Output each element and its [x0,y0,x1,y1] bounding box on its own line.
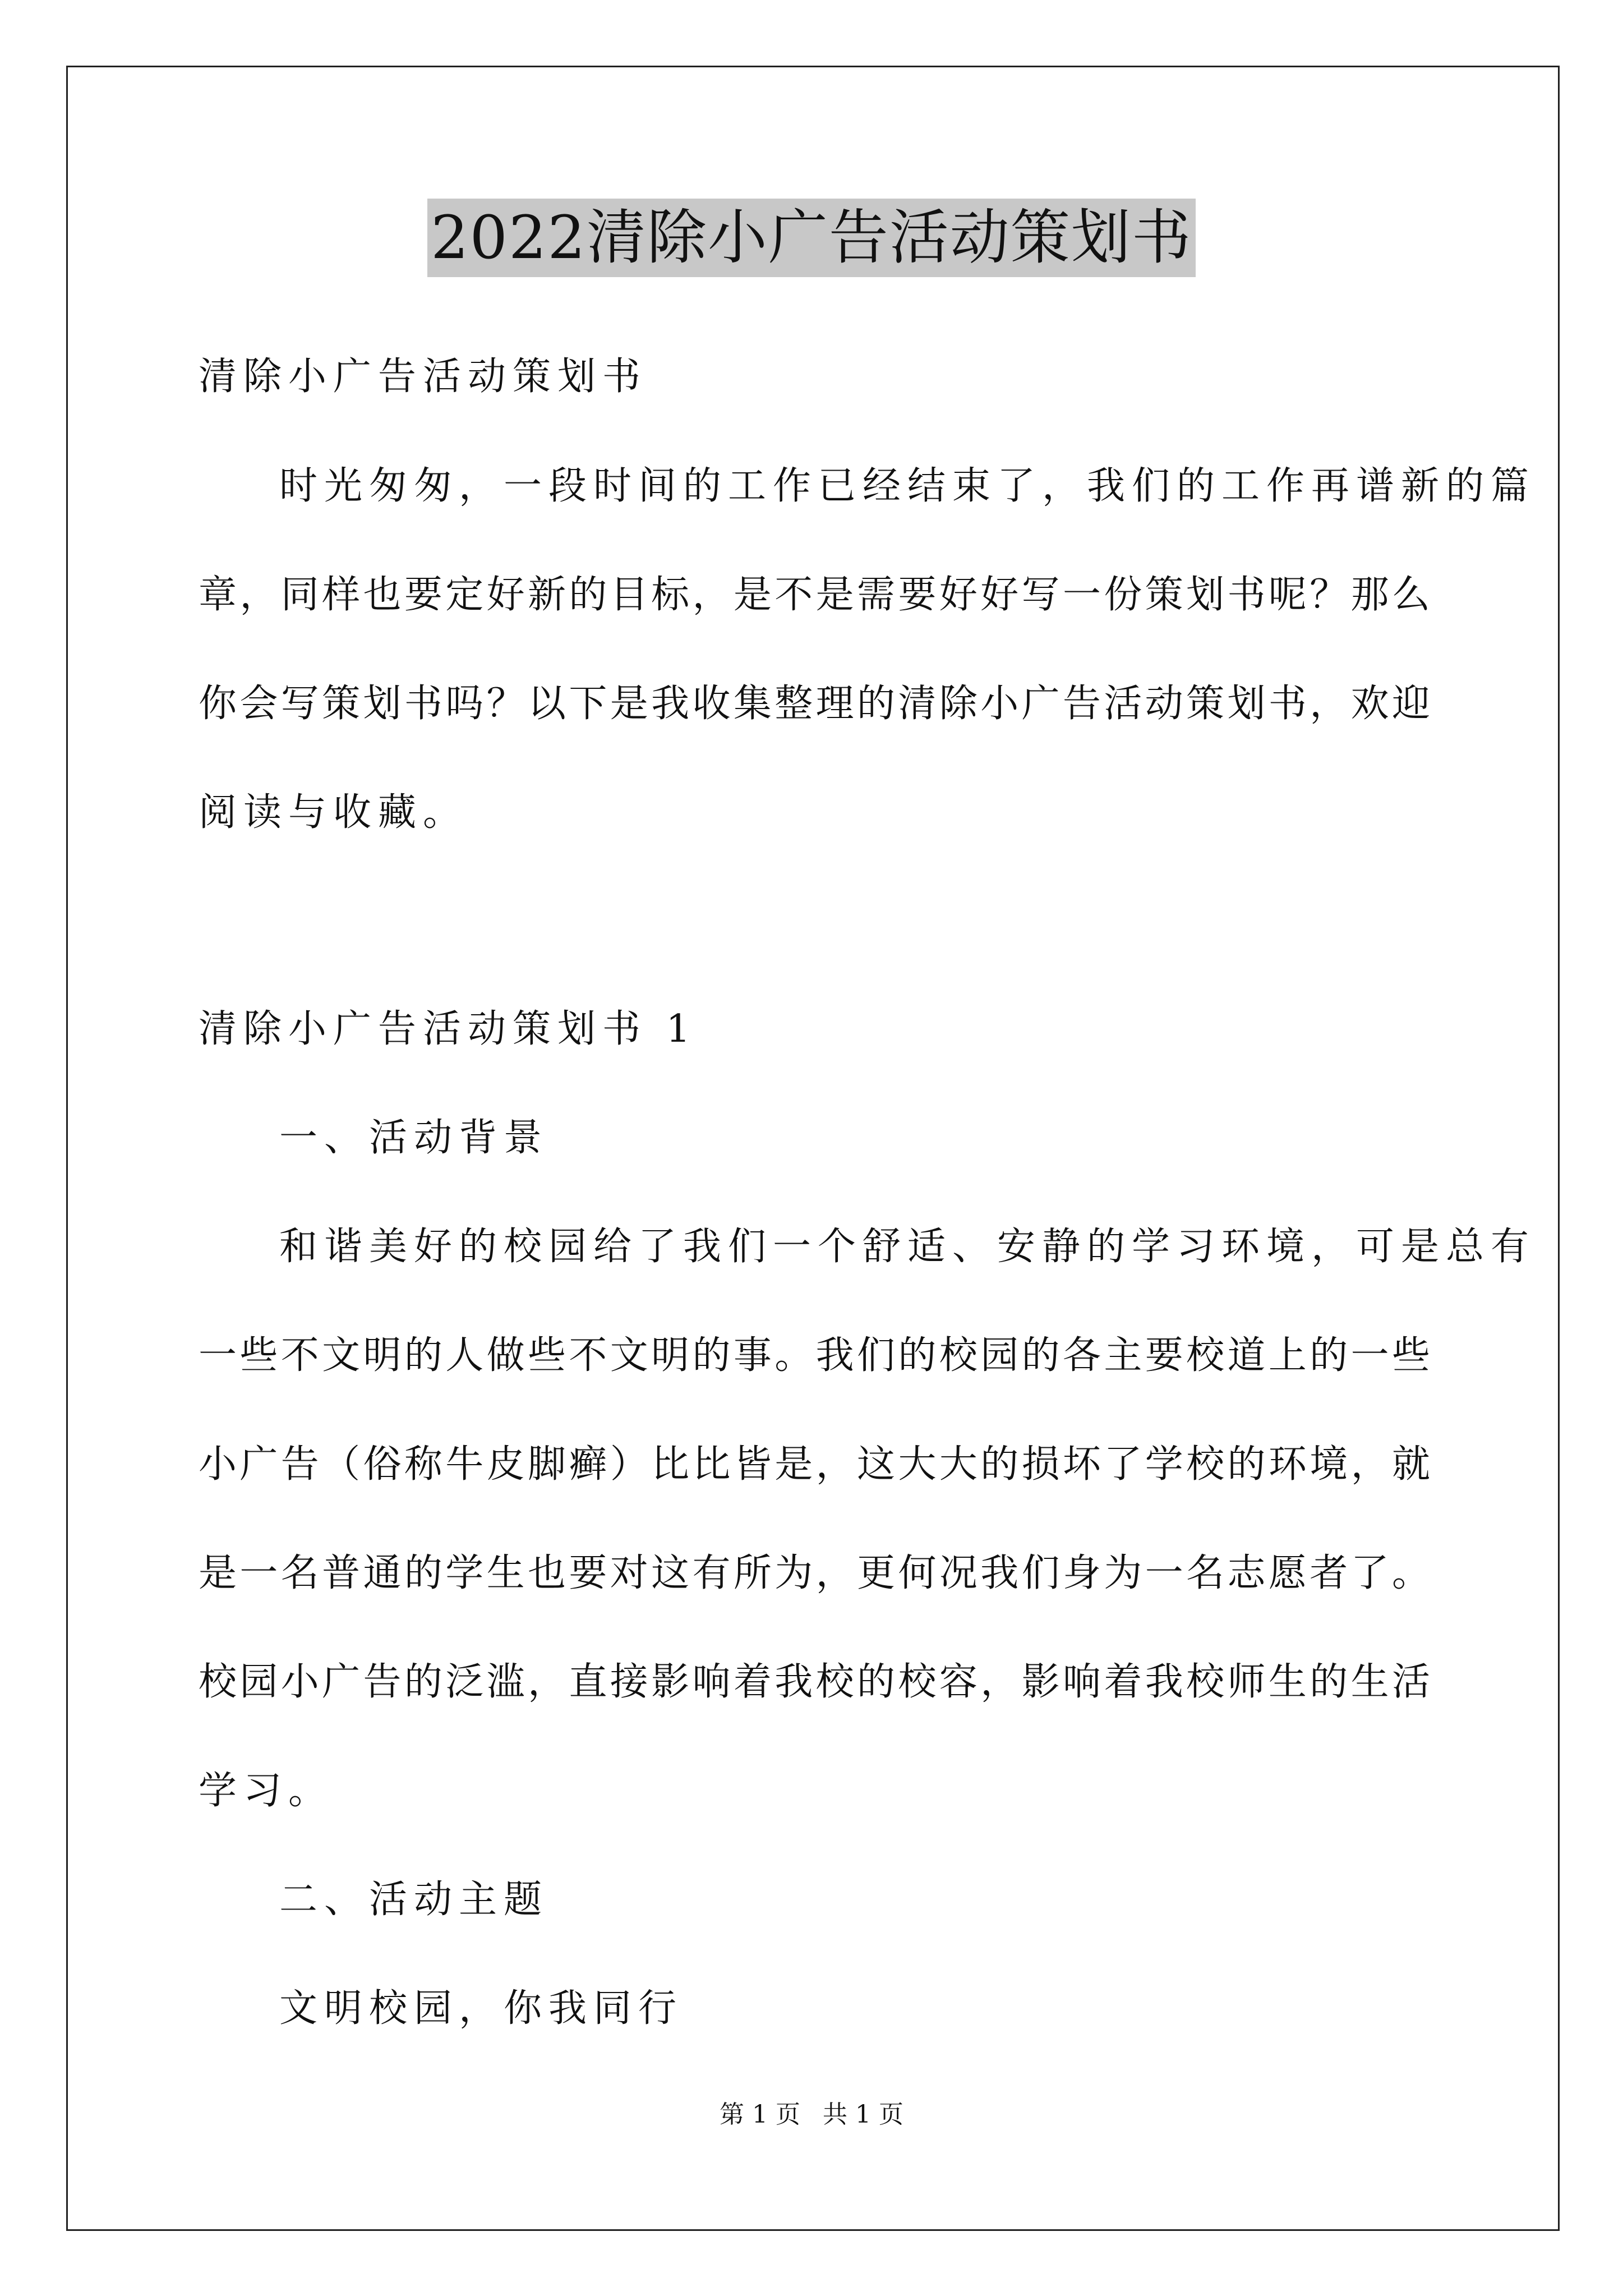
intro-line: 阅读与收藏。 [199,790,468,835]
background-line: 是一名普通的学生也要对这有所为，更何况我们身为一名志愿者了。 [199,1551,1430,1595]
document-subtitle: 清除小广告活动策划书 [199,355,648,399]
background-line: 校园小广告的泛滥，直接影响着我校的校容，影响着我校师生的生活 [199,1660,1430,1704]
heading-background: 一、活动背景 [279,1116,549,1160]
background-line: 和谐美好的校园给了我们一个舒适、安静的学习环境，可是总有 [279,1225,1536,1269]
background-line: 小广告（俗称牛皮脚癣）比比皆是，这大大的损坏了学校的环境，就 [199,1442,1430,1487]
background-line: 学习。 [199,1769,334,1813]
intro-line: 你会写策划书吗？以下是我收集整理的清除小广告活动策划书，欢迎 [199,682,1430,726]
page-footer [0,2098,1623,2132]
heading-theme: 二、活动主题 [279,1878,549,1922]
page-number-total: 共 1 页 [823,2100,903,2129]
document-title: 2022清除小广告活动策划书 [427,199,1196,277]
theme-text: 文明校园，你我同行 [279,1986,684,2031]
page-number-current: 第 1 页 [720,2100,800,2129]
intro-line: 时光匆匆，一段时间的工作已经结束了，我们的工作再谱新的篇 [279,464,1536,508]
title-container [0,199,1623,277]
background-line: 一些不文明的人做些不文明的事。我们的校园的各主要校道上的一些 [199,1333,1430,1378]
intro-line: 章，同样也要定好新的目标，是不是需要好好写一份策划书呢？那么 [199,573,1430,617]
section-title: 清除小广告活动策划书 1 [199,1007,697,1051]
